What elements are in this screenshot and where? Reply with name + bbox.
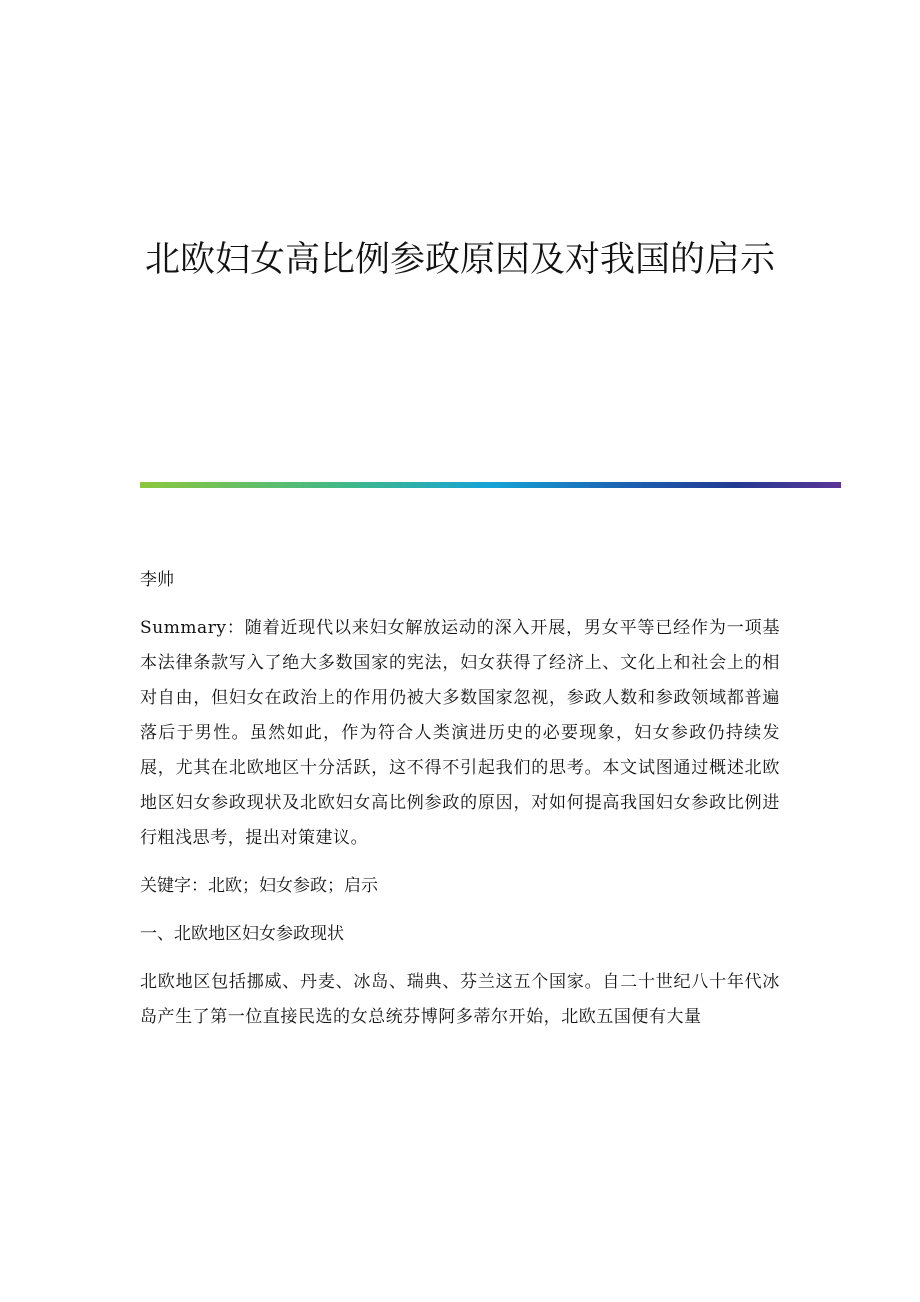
section-heading: 一、北欧地区妇女参政现状 [140,924,344,944]
author-name: 李帅 [140,570,174,590]
summary-paragraph [140,611,780,856]
keywords-label: 关键字： [140,876,208,896]
document-body [140,563,780,1048]
keywords-line [140,869,780,904]
document-title: 北欧妇女高比例参政原因及对我国的启示 [144,240,775,280]
summary-text: 随着近现代以来妇女解放运动的深入开展，男女平等已经作为一项基本法律条款写入了绝大多数国家的宪法，妇女获得了经济上、文化上和社会上的相对自由，但妇女在政治上的作用仍被大多数国家忽视，参政人数和参政领域都普遍落后于男性。虽然如此，作为符合人类演进历史的必要现象，妇女参政仍持续发展，尤其在北欧地区十分活跃，这不得不引起我们的思考。本文试图通过概述北欧地区妇女参政现状及北欧妇女高比例参政的原因，对如何提高我国妇女参政比例进行粗浅思考，提出对策建议。 [140,618,781,848]
summary-label: Summary： [140,618,245,638]
keywords-text: 北欧；妇女参政；启示 [208,876,378,896]
title-divider-rule [140,482,841,488]
section-paragraph: 北欧地区包括挪威、丹麦、冰岛、瑞典、芬兰这五个国家。自二十世纪八十年代冰岛产生了第一位直接民选的女总统芬博阿多蒂尔开始，北欧五国便有大量 [140,972,780,1027]
